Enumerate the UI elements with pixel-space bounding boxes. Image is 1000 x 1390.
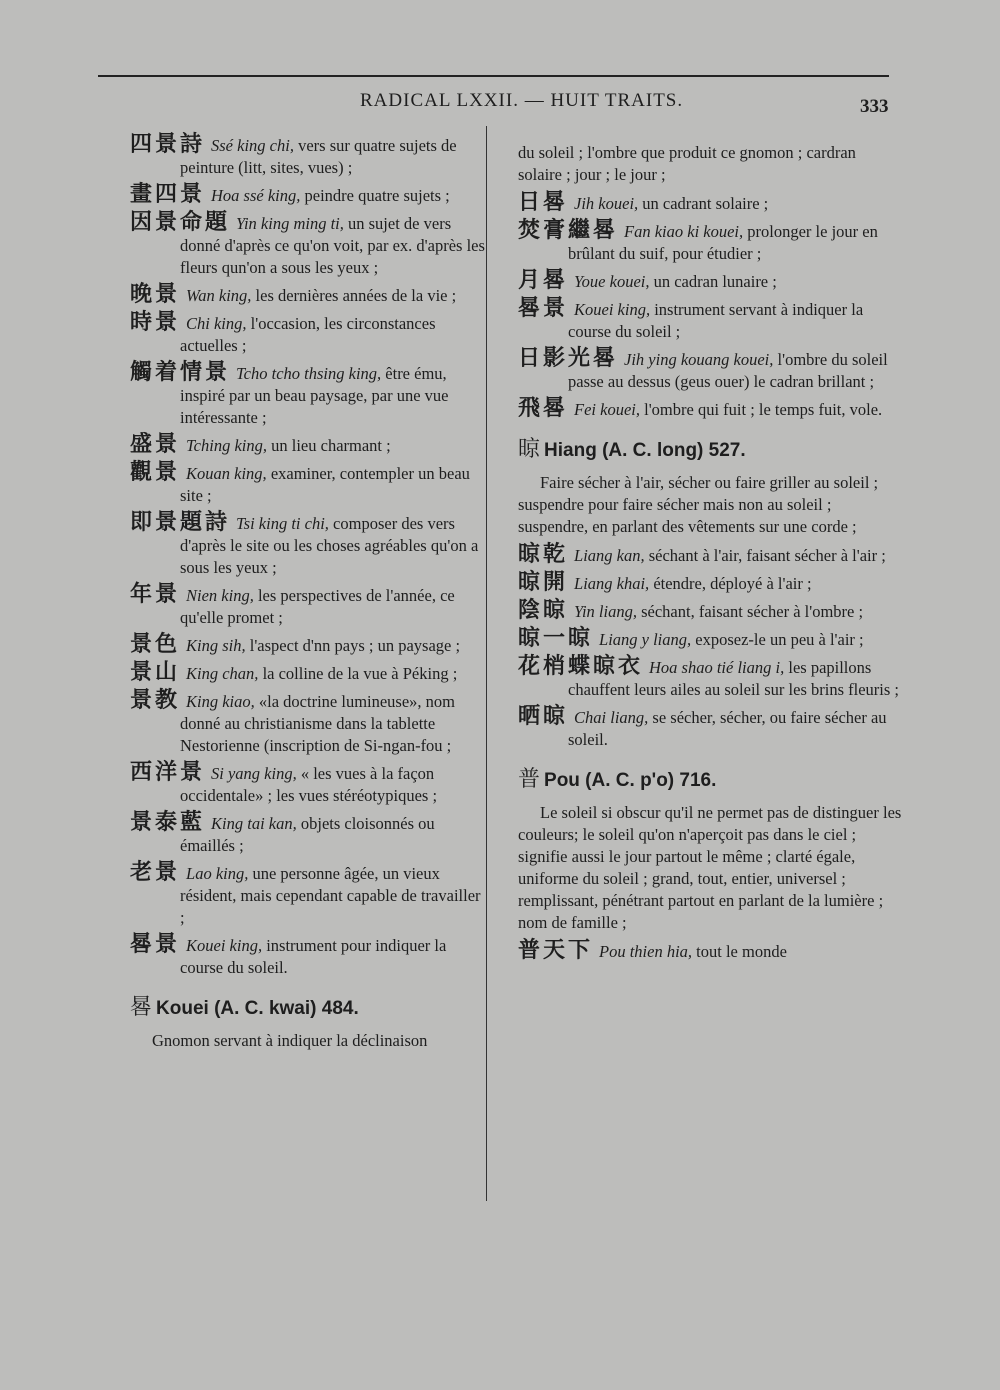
character-heading xyxy=(518,439,902,462)
left-column xyxy=(130,134,485,1058)
romanization: Liang kan, xyxy=(574,546,645,565)
chinese-term: 四景詩 xyxy=(130,132,206,157)
dictionary-entry xyxy=(518,628,902,651)
definition: un lieu charmant ; xyxy=(267,436,391,455)
definition-paragraph: Faire sécher à l'air, sécher ou faire griller au soleil ; suspendre pour faire sécher mais non au soleil ; suspendre, en parlant des vêtements sur une corde ; xyxy=(518,473,879,536)
romanization: Kouei king, xyxy=(186,936,263,955)
definition: peindre quatre sujets ; xyxy=(300,186,450,205)
definition: se sécher, sécher, ou faire sécher au soleil. xyxy=(568,708,887,749)
definition: l'aspect d'nn pays ; un paysage ; xyxy=(245,636,461,655)
romanization: Tcho tcho thsing king, xyxy=(236,364,382,383)
definition: vers sur quatre sujets de peinture (litt, sites, vues) ; xyxy=(180,136,457,177)
romanization: Kouei king, xyxy=(574,300,651,319)
chinese-term: 景教 xyxy=(130,688,181,713)
definition: l'ombre qui fuit ; le temps fuit, vole. xyxy=(639,400,883,419)
chinese-term: 花梢蝶晾衣 xyxy=(518,654,644,679)
definition: la colline de la vue à Péking ; xyxy=(258,664,458,683)
definition: instrument servant à indiquer la course du soleil ; xyxy=(568,300,864,341)
dictionary-entry xyxy=(130,634,485,657)
dictionary-entry xyxy=(130,312,485,357)
romanization: Youe kouei, xyxy=(574,272,650,291)
heading-text: Pou (A. C. p'o) 716. xyxy=(544,770,717,791)
dictionary-entry xyxy=(130,184,485,207)
definition: un cadrant solaire ; xyxy=(638,194,769,213)
romanization: Kouan king, xyxy=(186,464,267,483)
chinese-term: 晚景 xyxy=(130,282,181,307)
running-header: RADICAL LXXII. — HUIT TRAITS. xyxy=(360,90,684,111)
character-heading xyxy=(518,769,902,792)
chinese-term: 因景命題 xyxy=(130,210,231,235)
chinese-term: 日晷 xyxy=(518,190,569,215)
column-divider xyxy=(486,126,487,1201)
chinese-term: 晾乾 xyxy=(518,542,569,567)
chinese-term: 年景 xyxy=(130,582,181,607)
dictionary-entry xyxy=(130,934,485,979)
romanization: Yin king ming ti, xyxy=(236,214,344,233)
heading-character: 晾 xyxy=(518,437,541,462)
chinese-term: 畫四景 xyxy=(130,182,206,207)
romanization: Pou thien hia, xyxy=(599,942,693,961)
definition: étendre, déployé à l'air ; xyxy=(649,574,812,593)
chinese-term: 觸着情景 xyxy=(130,360,231,385)
definition: un cadran lunaire ; xyxy=(649,272,777,291)
dictionary-entry xyxy=(130,862,485,929)
romanization: Liang y liang, xyxy=(599,630,692,649)
romanization: King kiao, xyxy=(186,692,255,711)
chinese-term: 晾一晾 xyxy=(518,626,594,651)
romanization: Hoa ssé king, xyxy=(211,186,301,205)
definition: séchant à l'air, faisant sécher à l'air ; xyxy=(644,546,886,565)
definition: instrument pour indiquer la course du soleil. xyxy=(180,936,447,977)
chinese-term: 焚膏繼晷 xyxy=(518,218,619,243)
definition: «la doctrine lumineuse», nom donné au christianisme dans la tablette Nestorienne (inscription de Si-ngan-fou ; xyxy=(180,692,456,755)
chinese-term: 晾開 xyxy=(518,570,569,595)
heading-character: 晷 xyxy=(130,995,153,1020)
definition: tout le monde xyxy=(692,942,787,961)
chinese-term: 即景題詩 xyxy=(130,510,231,535)
dictionary-entry xyxy=(130,462,485,507)
right-column xyxy=(518,142,902,968)
romanization: Nien king, xyxy=(186,586,254,605)
chinese-term: 日影光晷 xyxy=(518,346,619,371)
chinese-term: 晷景 xyxy=(130,932,181,957)
dictionary-entry xyxy=(130,284,485,307)
character-heading xyxy=(130,997,485,1020)
definition: « les vues à la façon occidentale» ; les vues stéréotypiques ; xyxy=(180,764,438,805)
romanization: Liang khai, xyxy=(574,574,650,593)
romanization: King chan, xyxy=(186,664,259,683)
definition: une personne âgée, un vieux résident, mais cependant capable de travailler ; xyxy=(180,864,481,927)
chinese-term: 景山 xyxy=(130,660,181,685)
romanization: Fei kouei, xyxy=(574,400,640,419)
romanization: King sih, xyxy=(186,636,246,655)
definition-paragraph: du soleil ; l'ombre que produit ce gnomon ; cardran solaire ; jour ; le jour ; xyxy=(518,143,856,184)
dictionary-entry xyxy=(518,270,902,293)
definition: examiner, contempler un beau site ; xyxy=(180,464,470,505)
dictionary-entry xyxy=(518,398,902,421)
definition: exposez-le un peu à l'air ; xyxy=(691,630,864,649)
definition: les papillons chauffent leurs ailes au soleil sur les brins fleuris ; xyxy=(568,658,899,699)
chinese-term: 盛景 xyxy=(130,432,181,457)
chinese-term: 普天下 xyxy=(518,938,594,963)
dictionary-entry xyxy=(130,212,485,279)
page-number: 333 xyxy=(860,96,889,117)
dictionary-entry xyxy=(518,220,902,265)
dictionary-entry xyxy=(130,812,485,857)
definition: l'ombre du soleil passe au dessus (geus ouer) le cadran brillant ; xyxy=(568,350,888,391)
romanization: Ssé king chi, xyxy=(211,136,294,155)
definition: séchant, faisant sécher à l'ombre ; xyxy=(636,602,864,621)
chinese-term: 晷景 xyxy=(518,296,569,321)
definition: composer des vers d'après le site ou les choses agréables qu'on a sous les yeux ; xyxy=(180,514,479,577)
chinese-term: 月晷 xyxy=(518,268,569,293)
dictionary-entry xyxy=(518,940,902,963)
definition-paragraph: Le soleil si obscur qu'il ne permet pas de distinguer les couleurs; le soleil qu'on n'aperçoit pas dans le ciel ; signifie aussi le jour partout le même ; clarté égale, uniforme du soleil ; grand, tout, entier, universel ; remplissant, pénétrant partout en parlant de la lumière ; nom de famille ; xyxy=(518,803,902,932)
chinese-term: 晒晾 xyxy=(518,704,569,729)
dictionary-entry xyxy=(130,762,485,807)
dictionary-entry xyxy=(130,134,485,179)
definition: objets cloisonnés ou émaillés ; xyxy=(180,814,435,855)
dictionary-entry xyxy=(130,512,485,579)
chinese-term: 時景 xyxy=(130,310,181,335)
chinese-term: 飛晷 xyxy=(518,396,569,421)
dictionary-entry xyxy=(518,192,902,215)
romanization: Wan king, xyxy=(186,286,252,305)
definition: un sujet de vers donné d'après ce qu'on voit, par ex. d'après les fleurs qun'on a sous les yeux ; xyxy=(180,214,485,277)
definition: être ému, inspiré par un beau paysage, par une vue intéressante ; xyxy=(180,364,449,427)
definition: prolonger le jour en brûlant du suif, pour étudier ; xyxy=(568,222,878,263)
romanization: Fan kiao ki kouei, xyxy=(624,222,744,241)
dictionary-entry xyxy=(518,656,902,701)
chinese-term: 景泰藍 xyxy=(130,810,206,835)
definition: les dernières années de la vie ; xyxy=(251,286,457,305)
chinese-term: 觀景 xyxy=(130,460,181,485)
romanization: Chi king, xyxy=(186,314,247,333)
romanization: Chai liang, xyxy=(574,708,649,727)
heading-character: 普 xyxy=(518,767,541,792)
romanization: Lao king, xyxy=(186,864,249,883)
definition-paragraph: Gnomon servant à indiquer la déclinaison xyxy=(152,1031,428,1050)
romanization: Yin liang, xyxy=(574,602,637,621)
dictionary-entry xyxy=(130,690,485,757)
dictionary-entry xyxy=(130,662,485,685)
romanization: Jih ying kouang kouei, xyxy=(624,350,774,369)
romanization: Tsi king ti chi, xyxy=(236,514,329,533)
chinese-term: 老景 xyxy=(130,860,181,885)
heading-text: Hiang (A. C. long) 527. xyxy=(544,440,746,461)
romanization: Jih kouei, xyxy=(574,194,639,213)
heading-text: Kouei (A. C. kwai) 484. xyxy=(156,998,359,1019)
dictionary-entry xyxy=(130,434,485,457)
dictionary-entry xyxy=(130,362,485,429)
chinese-term: 景色 xyxy=(130,632,181,657)
dictionary-entry xyxy=(518,544,902,567)
dictionary-entry xyxy=(518,572,902,595)
dictionary-entry xyxy=(518,706,902,751)
dictionary-entry xyxy=(130,584,485,629)
definition: les perspectives de l'année, ce qu'elle promet ; xyxy=(180,586,455,627)
romanization: Hoa shao tié liang i, xyxy=(649,658,785,677)
dictionary-entry xyxy=(518,348,902,393)
chinese-term: 陰晾 xyxy=(518,598,569,623)
dictionary-entry xyxy=(518,600,902,623)
definition: l'occasion, les circonstances actuelles ; xyxy=(180,314,436,355)
chinese-term: 西洋景 xyxy=(130,760,206,785)
romanization: Si yang king, xyxy=(211,764,297,783)
romanization: King tai kan, xyxy=(211,814,297,833)
romanization: Tching king, xyxy=(186,436,267,455)
top-rule xyxy=(98,75,889,77)
dictionary-entry xyxy=(518,298,902,343)
